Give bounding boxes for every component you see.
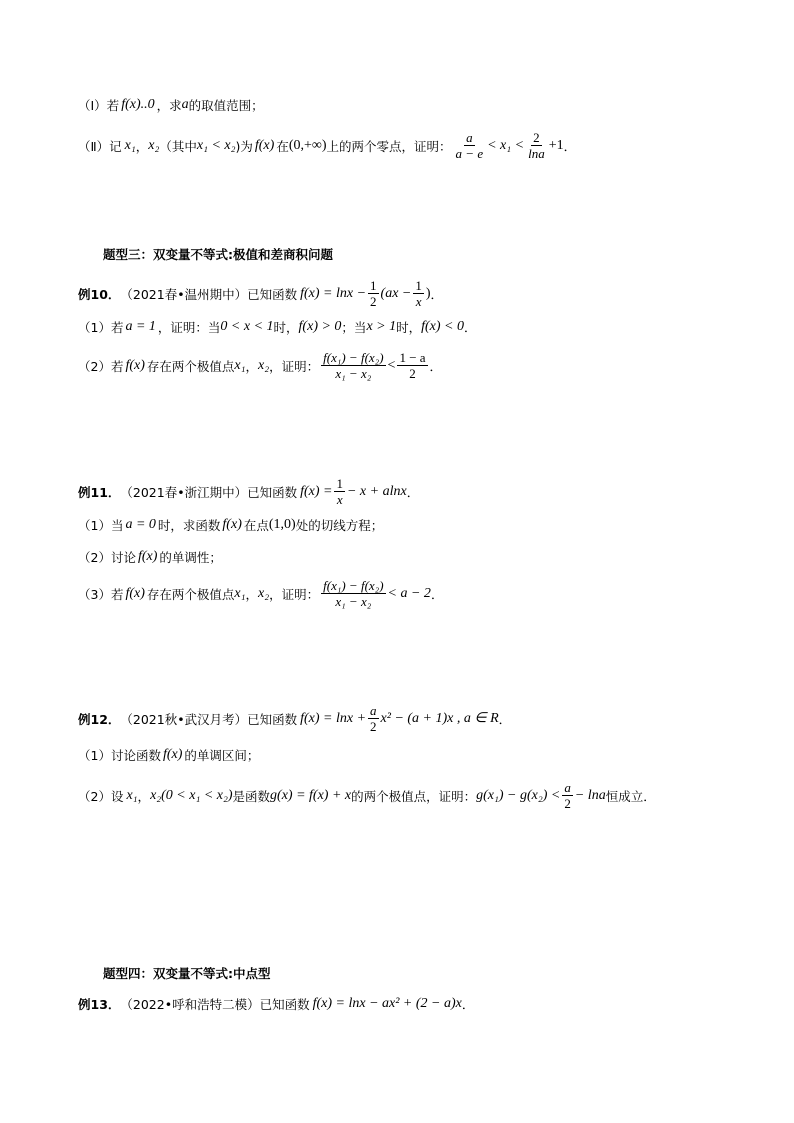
ex11-q3-text: 存在两个极值点 — [146, 586, 235, 602]
ex12-q1-fx: f(x) — [162, 747, 183, 762]
ex10-q1-r4: f(x) < 0 — [421, 319, 464, 334]
ex10-q2-frac2: $\frac{1 - a}{2}$ — [399, 350, 426, 381]
ex12-q2-label: （2）设 — [78, 788, 124, 804]
part1-q2-fx: f(x) — [254, 137, 275, 153]
ex10-q1-cond: a = 1 — [125, 319, 156, 334]
ex11-q2-label: （2）讨论 — [78, 550, 136, 565]
ex10-q1-r3: x > 1 — [366, 319, 397, 334]
part1-q2-label: （Ⅱ）记 — [78, 138, 122, 154]
ex12-source: （2021秋•武汉月考）已知函数 — [120, 711, 298, 727]
ex11-label: 例11． — [78, 484, 121, 500]
ex12-q2 — [78, 780, 656, 811]
ex12-q2-gx: g(x) = f(x) + x — [270, 787, 352, 803]
ex11-q3-frac: $\frac{\text{f(x₁) − f(x₂)}}{\text{x₁ − x₂}}$ — [323, 578, 384, 609]
ex11-end: ． — [406, 484, 420, 500]
ex10-q1-label: （1）若 — [78, 320, 124, 335]
ex12-q2-text: 是函数 — [232, 788, 271, 804]
ex10-q1-r1: 0 < x < 1 — [220, 319, 274, 334]
part1-q2-interval: (0,+∞) — [288, 137, 327, 153]
ex11-fx: f(x) = — [300, 483, 333, 499]
ex11-q3-text2: ，证明： — [269, 586, 320, 602]
ex13-source: （2022•呼和浩特二模）已知函数 — [120, 997, 310, 1012]
part1-q2-text: )为 — [235, 138, 253, 154]
ex11-q3-end: ． — [430, 586, 444, 602]
ex12-end: ． — [498, 711, 512, 727]
ex12-q1-label: （1）讨论函数 — [78, 748, 161, 763]
ex11-source: （2021春•浙江期中）已知函数 — [120, 484, 298, 500]
ex11-q2 — [78, 548, 222, 566]
ex11-q1-cond: a = 0 — [125, 517, 156, 532]
part1-q1-a: a — [181, 97, 189, 112]
ex10-q2 — [78, 350, 442, 381]
ex10-q2-label: （2）若 — [78, 358, 124, 374]
ex10-frac1: $\frac{1}{2}$ — [370, 278, 377, 309]
part1-q1-fx: f(x)..0 — [121, 97, 155, 112]
ex12-q2-text3: 恒成立 — [605, 788, 644, 804]
ex10-q1-text: ，证明：当 — [157, 320, 221, 335]
ex10-source: （2021春•温州期中）已知函数 — [120, 286, 298, 302]
ex11-tail: − x + alnx — [346, 483, 407, 499]
ex10-q1-text2: 时， — [273, 320, 299, 335]
ex11-q3-x2: x₂ — [258, 585, 270, 601]
ex11-q1-text2: 在点 — [243, 518, 269, 533]
ex10-tail: ) — [425, 285, 431, 301]
ex12-q2-frac: $\frac{a}{2}$ — [564, 780, 571, 811]
ex11-q2-fx: f(x) — [137, 549, 158, 564]
ex12-tail: x² − (a + 1)x , a ∈ R — [380, 711, 499, 726]
ex10-q1-text3: ；当 — [341, 320, 367, 335]
ex10-q1-r2: f(x) > 0 — [298, 319, 342, 334]
ex10-fx: f(x) = lnx − — [300, 285, 367, 301]
ex10-mid: (ax − — [380, 285, 412, 301]
ex13-label: 例13． — [78, 997, 121, 1012]
ex13-fx: f(x) = lnx − ax² + (2 − a)x — [312, 996, 462, 1011]
ex11-q1-fx: f(x) — [222, 517, 242, 532]
section4-title: 题型四：双变量不等式:中点型 — [103, 966, 271, 981]
ex10-end: ． — [430, 286, 444, 302]
part1-q2-cond: x₁ < x₂ — [196, 137, 236, 153]
part1-q2-text2: 在 — [276, 138, 289, 154]
ex10-q2-sep: ， — [245, 358, 259, 374]
ex10-q2-x2: x₂ — [258, 357, 270, 373]
ex10-q2-x1: x₁ — [234, 357, 246, 373]
ex11-q3-tail: < a − 2 — [387, 585, 431, 601]
part1-q2-text3: 上的两个零点，证明： — [326, 138, 452, 154]
ex10-q2-text2: ，证明： — [269, 358, 320, 374]
part1-q1-label: （Ⅰ）若 — [78, 98, 120, 113]
ex12-q2-sep: ， — [137, 788, 151, 804]
part1-q2-frac1: $\frac{a}{a - e}$ — [455, 130, 484, 161]
ex10-header — [78, 278, 443, 309]
part1-q1 — [78, 96, 264, 114]
part1-q2-tail: +1 — [548, 137, 564, 153]
ex11-header — [78, 476, 419, 507]
ex13-header — [78, 995, 474, 1013]
ex12-q2-text2: 的两个极值点，证明： — [351, 788, 477, 804]
ex10-q2-end: ． — [429, 358, 443, 374]
ex11-q1-label: （1）当 — [78, 518, 124, 533]
ex11-frac: $\frac{1}{x}$ — [336, 476, 343, 507]
ex12-q1 — [78, 746, 259, 764]
ex12-q1-text: 的单调区间； — [184, 748, 260, 763]
ex12-q2-expr: g(x₁) − g(x₂) < — [476, 787, 561, 803]
part1-q2-x2: x₂ — [148, 137, 160, 153]
part1-q1-text: ，求 — [156, 98, 182, 113]
ex10-q1-end: ． — [464, 320, 477, 335]
part1-q2-x1: x₁ — [124, 137, 136, 153]
ex10-frac2: $\frac{1}{x}$ — [415, 278, 422, 309]
ex12-q2-end: ． — [643, 788, 656, 804]
ex12-q2-x2cond: x₂(0 < x₁ < x₂) — [150, 787, 233, 803]
ex10-q1-text4: 时， — [396, 320, 422, 335]
part1-q1-text2: 的取值范围； — [188, 98, 264, 113]
part1-q2-end: ． — [563, 138, 577, 154]
ex11-q3-fx: f(x) — [125, 585, 145, 601]
ex10-q2-fx: f(x) — [125, 357, 145, 373]
ex11-q1 — [78, 516, 383, 534]
section3-title: 题型三：双变量不等式:极值和差商积问题 — [103, 247, 333, 262]
ex11-q3-sep: ， — [245, 586, 259, 602]
part1-q2 — [78, 130, 576, 161]
ex11-q1-pt: (1,0) — [268, 517, 296, 532]
ex10-q2-lt: < — [387, 357, 396, 373]
ex12-frac: $\frac{a}{2}$ — [370, 703, 377, 734]
ex11-q1-text3: 处的切线方程； — [295, 518, 384, 533]
ex10-q1 — [78, 318, 477, 336]
ex11-q1-text: 时，求函数 — [157, 518, 221, 533]
part1-q2-paren: （其中 — [159, 138, 197, 154]
ex12-label: 例12． — [78, 711, 121, 727]
ex13-end: ． — [461, 997, 475, 1012]
ex11-q3 — [78, 578, 443, 609]
ex12-q2-tail: − lna — [574, 787, 606, 803]
ex11-q3-label: （3）若 — [78, 586, 124, 602]
ex10-q2-text: 存在两个极值点 — [146, 358, 235, 374]
part1-q2-mid: < x₁ < — [487, 137, 525, 153]
ex10-label: 例10． — [78, 286, 121, 302]
ex12-header — [78, 703, 511, 734]
ex10-q2-frac1: $\frac{\text{f(x₁) − f(x₂)}}{\text{x₁ − x₂}}$ — [323, 350, 384, 381]
ex11-q3-x1: x₁ — [234, 585, 246, 601]
part1-q2-sep: ， — [135, 138, 149, 154]
part1-q2-frac2: $\frac{2}{\ln a}$ — [528, 130, 545, 161]
ex11-q2-text: 的单调性； — [159, 550, 222, 565]
ex12-fx: f(x) = lnx + — [300, 710, 367, 726]
ex12-q2-x1: x₁ — [126, 787, 138, 803]
